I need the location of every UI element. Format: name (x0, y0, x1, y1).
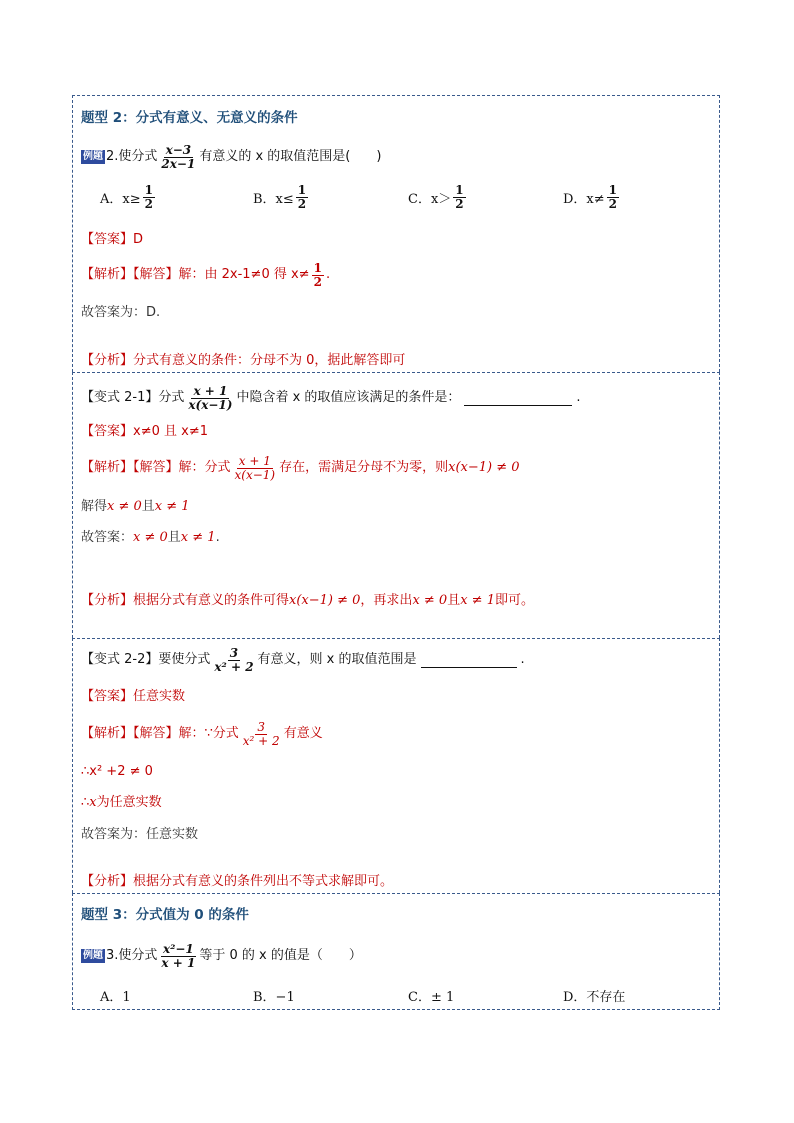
conclusion-line: 故答案为：任意实数 (81, 827, 199, 842)
analysis-line (81, 260, 713, 290)
option-label: D．x≠ (563, 191, 605, 207)
analysis-line (81, 719, 713, 749)
conclusion-end: . (215, 530, 220, 545)
step-math: x (89, 795, 97, 810)
step-prefix: ∴ (81, 795, 90, 810)
conclusion-and: 且 (167, 530, 181, 545)
question-suffix: 等于 0 的 x 的值是（ ） (199, 948, 362, 963)
fraction-denominator: x² + 2 (242, 733, 280, 748)
summary-line: 【分析】分式有意义的条件：分母不为 0，据此解答即可 (81, 353, 406, 368)
solve-math: x ≠ 0 (107, 499, 142, 514)
fraction-denominator: x² + 2 (214, 659, 254, 674)
conclusion-math: x ≠ 1 (180, 530, 216, 545)
section-heading: 题型 2：分式有意义、无意义的条件 (81, 110, 298, 126)
section-variant-2-2 (72, 638, 720, 893)
fraction (212, 647, 255, 673)
fraction-numerator: 1 (313, 260, 322, 275)
question-suffix: 中隐含着 x 的取值应该满足的条件是： (236, 390, 461, 405)
analysis-text: 【解析】【解答】解：∵分式 (81, 726, 239, 741)
option-label: B．x≤ (253, 191, 294, 207)
analysis-middle: 存在，需满足分母不为零，则 (279, 460, 449, 475)
analysis-math: x(x−1) ≠ 0 (448, 460, 520, 475)
section-type3 (72, 893, 720, 1010)
option-label: C．x＞ (408, 191, 452, 207)
summary-end: 即可。 (494, 593, 534, 608)
question-prefix: 【变式 2-1】分式 (81, 390, 185, 405)
question-prefix: 2.使分式 (106, 149, 158, 164)
summary-text: 【分析】根据分式有意义的条件可得 (81, 593, 290, 608)
option-b[interactable] (253, 184, 310, 210)
fraction (159, 144, 197, 170)
example-badge: 例题 (83, 950, 103, 961)
fraction-denominator: 2 (608, 196, 618, 211)
fraction-denominator: x(x−1) (234, 467, 276, 482)
fraction-denominator: 2 (313, 274, 322, 289)
fraction-numerator: 1 (455, 183, 464, 197)
question-prefix: 3.使分式 (106, 948, 158, 963)
analysis-fraction (233, 455, 278, 481)
fraction (186, 385, 234, 411)
conclusion-line (81, 529, 713, 547)
answer-line: 【答案】任意实数 (81, 689, 186, 704)
variant-question (81, 645, 713, 675)
option-a[interactable]: A．1 (100, 990, 131, 1005)
question-suffix: 有意义，则 x 的取值范围是 (257, 652, 417, 667)
conclusion-line: 故答案为：D. (81, 305, 161, 320)
fraction-numerator: x + 1 (193, 383, 228, 398)
question-prefix: 【变式 2-2】要使分式 (81, 652, 211, 667)
option-c[interactable]: C．± 1 (408, 990, 455, 1005)
fraction-numerator: x²−1 (162, 941, 194, 956)
option-a[interactable] (100, 184, 157, 210)
summary-line (81, 592, 713, 610)
option-fraction (296, 184, 308, 210)
example-question (81, 940, 713, 972)
fraction-numerator: x−3 (165, 142, 192, 157)
analysis-line (81, 453, 713, 483)
variant-question (81, 383, 713, 413)
fraction-numerator: 1 (608, 183, 618, 197)
summary-and: 且 (447, 593, 461, 608)
option-label: A．x≥ (100, 191, 141, 207)
answer-blank[interactable] (464, 391, 572, 406)
solve-line (81, 498, 713, 516)
analysis-fraction (241, 721, 282, 747)
fraction-denominator: x(x−1) (188, 397, 233, 412)
question-suffix: 有意义的 x 的取值范围是( ) (199, 149, 382, 164)
analysis-text: 【解析】【解答】解：由 2x-1≠0 得 x≠ (81, 267, 310, 282)
question-end: . (576, 390, 581, 405)
question-end: . (520, 652, 525, 667)
summary-line: 【分析】根据分式有意义的条件列出不等式求解即可。 (81, 874, 394, 889)
summary-math: x ≠ 0 (412, 593, 448, 608)
solve-math: x ≠ 1 (154, 499, 190, 514)
fraction-denominator: 2 (144, 196, 153, 211)
analysis-suffix: . (325, 267, 331, 282)
fraction-numerator: 3 (229, 645, 239, 660)
conclusion-math: x ≠ 0 (133, 530, 168, 545)
option-fraction (453, 184, 465, 210)
fraction-denominator: 2 (297, 196, 307, 211)
analysis-fraction (312, 262, 324, 288)
fraction-numerator: x + 1 (238, 453, 271, 468)
step-line-1: ∴x² +2 ≠ 0 (81, 764, 153, 779)
solve-text: 解得 (81, 499, 108, 514)
section-variant-2-1 (72, 372, 720, 638)
option-fraction (143, 184, 155, 210)
step-line-2 (81, 794, 713, 812)
solve-and: 且 (141, 499, 155, 514)
step-suffix: 为任意实数 (96, 795, 162, 810)
option-d[interactable]: D．不存在 (563, 990, 626, 1005)
summary-middle: ，再求出 (360, 593, 413, 608)
fraction-denominator: 2 (455, 196, 464, 211)
option-fraction (607, 184, 619, 210)
fraction-numerator: 3 (257, 719, 266, 734)
fraction-numerator: 1 (297, 183, 307, 197)
analysis-suffix: 有意义 (283, 726, 323, 741)
summary-math: x(x−1) ≠ 0 (289, 593, 361, 608)
answer-line: 【答案】D (81, 232, 144, 247)
option-c[interactable] (408, 184, 468, 210)
fraction-denominator: 2x−1 (161, 156, 196, 171)
answer-blank[interactable] (421, 653, 517, 668)
summary-math: x ≠ 1 (460, 593, 495, 608)
fraction-denominator: x + 1 (161, 955, 196, 970)
conclusion-text: 故答案： (81, 530, 134, 545)
analysis-text: 【解析】【解答】解：分式 (81, 460, 231, 475)
example-question (81, 142, 713, 172)
fraction (159, 943, 197, 969)
option-b[interactable]: B．−1 (253, 990, 295, 1005)
fraction-numerator: 1 (144, 183, 153, 197)
section-type2 (72, 95, 720, 372)
example-badge: 例题 (83, 151, 103, 162)
option-d[interactable] (563, 184, 621, 210)
answer-line: 【答案】x≠0 且 x≠1 (81, 424, 208, 439)
section-heading: 题型 3：分式值为 0 的条件 (81, 907, 249, 923)
